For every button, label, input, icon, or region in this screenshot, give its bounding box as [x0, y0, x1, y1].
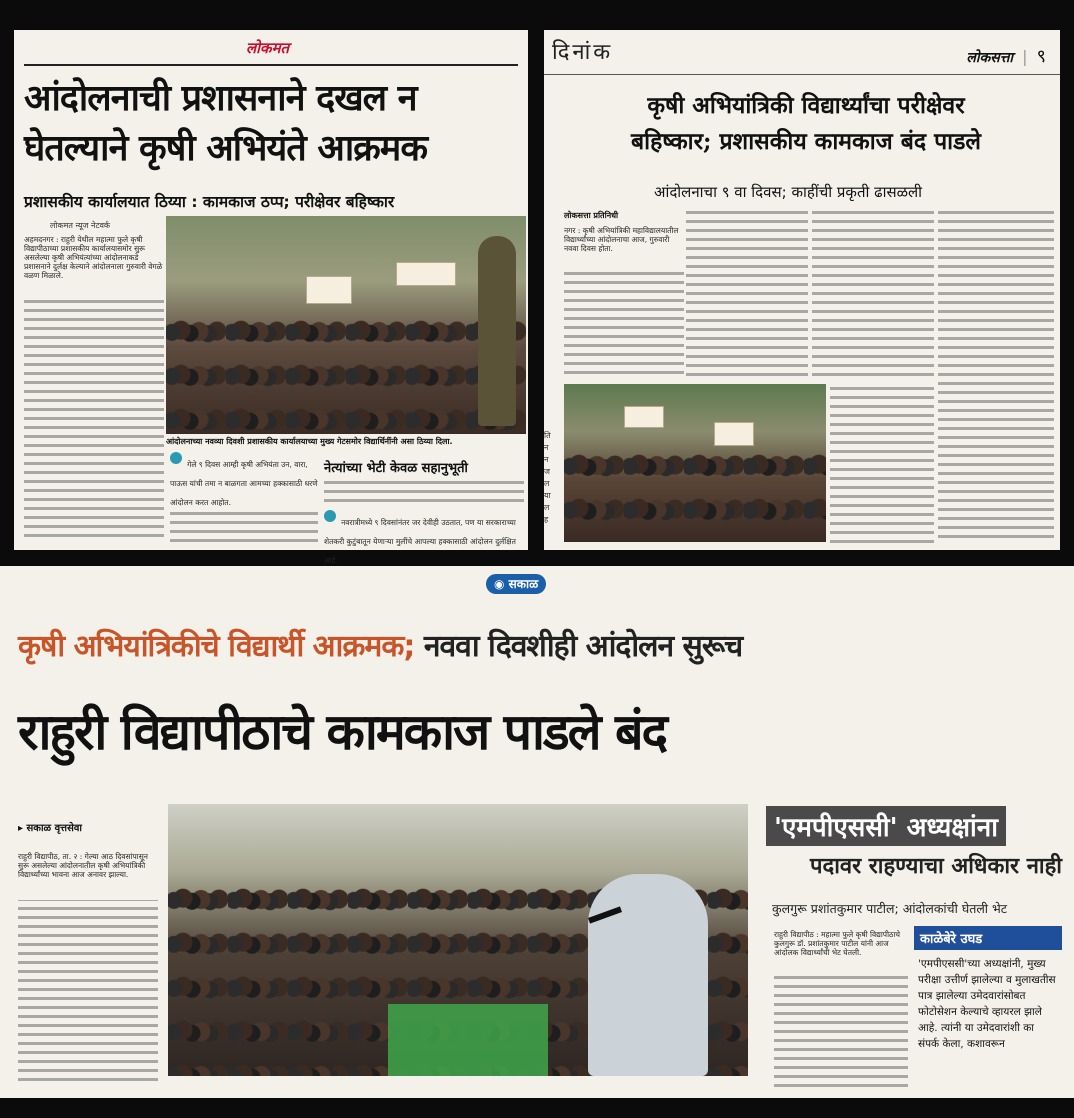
lokmat-bullet-2: नवरात्रीमध्ये ९ दिवसांनंतर जर देवीही उठतात, पण या सरकाराच्या शेतकरी कुटुंबातून येणाऱ्या मुलींचे आपल्या हक्कासाठी आंदोलन दुर्लक्षित आहे. [324, 510, 524, 544]
loksatta-dinank: दिनांक [552, 40, 614, 65]
loksatta-clipping [544, 30, 1060, 550]
sakal-box-title: काळेबेरे उघड [914, 926, 1062, 950]
sakal-story-headline [766, 806, 1062, 880]
lokmat-masthead: लोकमत [246, 39, 290, 57]
sakal-story-head-line1: 'एमपीएससी' अध्यक्षांना [766, 806, 1006, 846]
sakal-byline: ▸ सकाळ वृत्तसेवा [18, 823, 83, 834]
standing-figure [478, 236, 516, 426]
loksatta-dateline: नगर : कृषी अभियांत्रिकी महाविद्यालयातील विद्यार्थ्यांच्या आंदोलनाचा आज, गुरुवारी नववा दिवस होता. [564, 226, 684, 266]
sakal-masthead: ◉ सकाळ [486, 574, 546, 594]
lokmat-clipping [14, 30, 528, 565]
bullet-icon [324, 510, 336, 522]
protest-banner [396, 262, 456, 286]
lokmat-sidebar-title: नेत्यांच्या भेटी केवळ सहानुभूती [324, 461, 468, 476]
lokmat-protest-photo [166, 216, 526, 434]
loksatta-subheadline: आंदोलनाचा ९ वा दिवस; काहींची प्रकृती ढासळली [654, 183, 923, 201]
protest-banner [624, 406, 664, 428]
loksatta-masthead: लोकसत्ता | ९ [966, 46, 1046, 67]
crowd-graphic [564, 440, 826, 542]
bullet-icon [170, 452, 182, 464]
crowd-graphic [166, 306, 526, 434]
loksatta-body-text-col3 [812, 208, 934, 380]
sakal-clipping [0, 566, 1074, 1098]
sakal-story-head-line2: पदावर राहण्याचा अधिकार नाही [810, 854, 1062, 879]
lokmat-sidebar-text [324, 478, 524, 508]
lokmat-byline: लोकमत न्यूज नेटवर्क [50, 221, 111, 230]
sakal-dateline: राहुरी विद्यापीठ, ता. २ : गेल्या आठ दिवसांपासून सुरू असलेल्या आंदोलनातील कृषी अभियांत्रिकी विद्यार्थ्यांच्या भावना आज अनावर झाल्या. [18, 852, 158, 900]
loksatta-headline-line1: कृषी अभियांत्रिकी विद्यार्थ्यांचा परीक्षेवर [647, 92, 965, 119]
loksatta-body-text-col2 [686, 208, 808, 380]
sakal-headline: राहुरी विद्यापीठाचे कामकाज पाडले बंद [18, 703, 667, 761]
loksatta-headline-line2: बहिष्कार; प्रशासकीय कामकाज बंद पाडले [630, 128, 982, 155]
protest-banner [714, 422, 754, 446]
sakal-kicker-rest: नववा दिवशीही आंदोलन सुरूच [423, 629, 743, 664]
sakal-story-dateline: राहुरी विद्यापीठ : महात्मा फुले कृषी विद्यापीठाचे कुलगुरू डॉ. प्रशांतकुमार पाटील यांनी आज आंदोलक विद्यार्थ्यांची भेट घेतली. [774, 930, 908, 976]
sakal-kicker [18, 624, 1058, 665]
protest-banner [306, 276, 352, 304]
loksatta-body-text-col5 [830, 384, 934, 544]
lokmat-headline-line2: घेतल्याने कृषी अभियंते आक्रमक [24, 128, 427, 169]
lokmat-rule [24, 64, 518, 66]
loksatta-side-letters: ति न न ज ल या ल ह [544, 431, 551, 524]
loksatta-rule [544, 74, 1060, 75]
sakal-protest-photo [168, 804, 748, 1076]
loksatta-protest-photo [564, 384, 826, 542]
sakal-story-subhead: कुलगुरू प्रशांतकुमार पाटील; आंदोलकांची घेतली भेट [772, 901, 1008, 916]
lokmat-photo-caption: आंदोलनाच्या नवव्या दिवशी प्रशासकीय कार्यालयाच्या मुख्य गेटसमोर विद्यार्थिनींनी असा ठिय्या दिला. [166, 437, 453, 446]
sakal-kicker-red: कृषी अभियांत्रिकीचे विद्यार्थी आक्रमक; [18, 629, 415, 664]
lokmat-headline-line1: आंदोलनाची प्रशासनाने दखल न [24, 78, 417, 119]
speaker-figure [588, 874, 708, 1076]
lokmat-headline [24, 74, 524, 174]
arrow-icon: ▸ [18, 823, 27, 834]
loksatta-byline: लोकसत्ता प्रतिनिधी [564, 211, 619, 220]
loksatta-body-text-col4 [938, 208, 1054, 544]
lokmat-bullet-1: गेले ९ दिवस आम्ही कृषी अभियंता उन, वारा, पाऊस यांची तमा न बाळगता आमच्या हक्कासाठी धरणे आंदोलन करत आहोत. [170, 452, 320, 512]
sakal-logo-icon: ◉ [494, 577, 505, 591]
green-floor [388, 1004, 548, 1076]
lokmat-dateline: अहमदनगर : राहुरी येथील महात्मा फुले कृषी विद्यापीठाच्या प्रशासकीय कार्यालयासमोर सुरू असलेल्या कृषी अभियंत्यांच्या आंदोलनाकडे प्रशासनाने दुर्लक्ष केल्याने आंदोलनाला गुरुवारी वेगळे वळण मिळाले. [24, 235, 164, 295]
loksatta-headline [558, 88, 1054, 160]
lokmat-subheadline: प्रशासकीय कार्यालयात ठिय्या : कामकाज ठप्प; परीक्षेवर बहिष्कार [24, 193, 395, 211]
sakal-box-text: 'एमपीएससी'च्या अध्यक्षांनी, मुख्य परीक्षा उत्तीर्ण झालेल्या व मुलाखतीस पात्र झालेल्या उमेदवारांसोबत फोटोसेशन केल्याचे व्हायरल झाले आहे. त्यांनी या उमेदवारांशी का संपर्क केला, कशावरून [918, 958, 1056, 1050]
sakal-box [914, 926, 1062, 1090]
